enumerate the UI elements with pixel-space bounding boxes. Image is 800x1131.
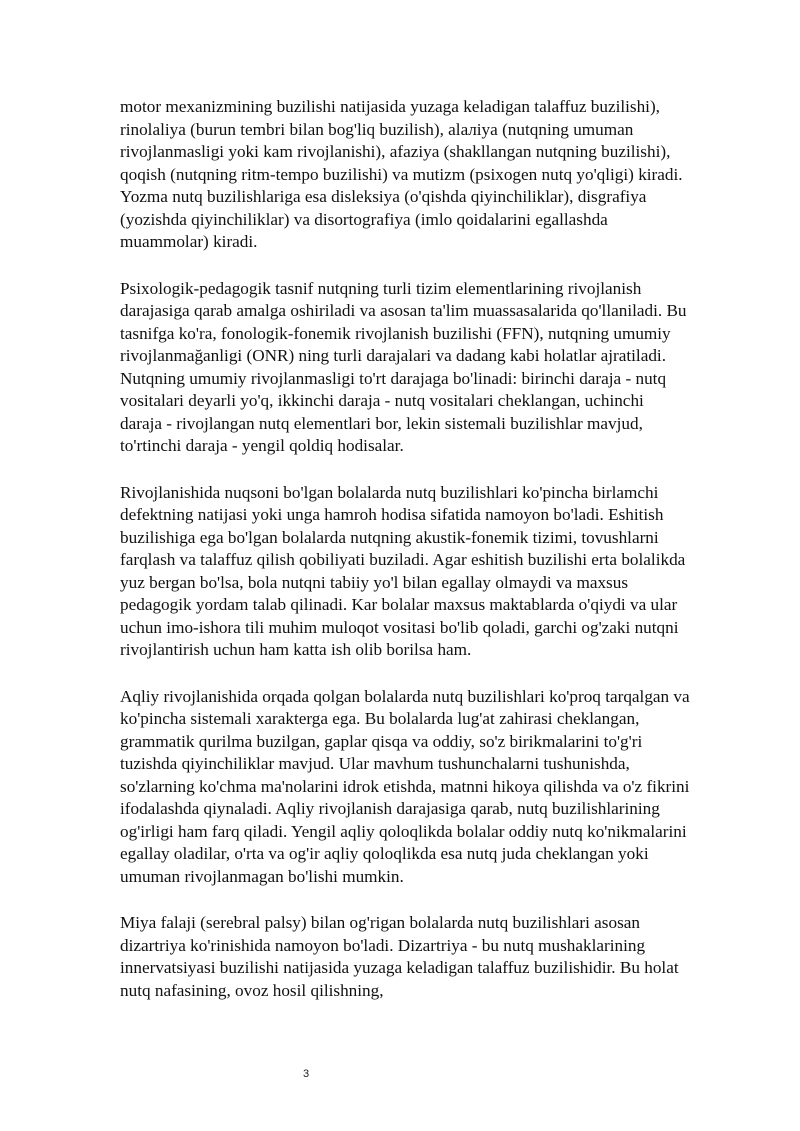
paragraph: Rivojlanishida nuqsoni bo'lgan bolalarda nutq buzilishlari ko'pincha birlamchi defektning natijasi yoki unga hamroh hodisa sifatida namoyon bo'ladi. Eshitish buzilishiga ega bo'lgan bolalarda nutqning akustik-fonemik tizimi, tovushlarni farqlash va talaffuz qilish qobiliyati buziladi. Agar eshitish buzilishi erta bolalikda yuz bergan bo'lsa, bola nutqni tabiiy yo'l bilan egallay olmaydi va maxsus pedagogik yordam talab qilinadi. Kar bolalar maxsus maktablarda o'qiydi va ular uchun imo-ishora tili muhim muloqot vositasi bo'lib qoladi, garchi og'zaki nutqni rivojlantirish uchun ham katta ish olib borilsa ham. bbox=[120, 482, 686, 659]
paragraph: Aqliy rivojlanishida orqada qolgan bolalarda nutq buzilishlari ko'proq tarqalgan va ko'pincha sistemali xarakterga ega. Bu bolalarda lug'at zahirasi cheklangan, grammatik qurilma buzilgan, gaplar qisqa va oddiy, so'z birikmalarini to'g'ri tuzishda qiyinchiliklar mavjud. Ular mavhum tushunchalarni tushunishda, so'zlarning ko'chma ma'nolarini idrok etishda, matnni hikoya qilishda va o'z fikrini ifodalashda qiynaladi. Aqliy rivojlanish darajasiga qarab, nutq buzilishlarining og'irligi ham farq qiladi. Yengil aqliy qoloqlikda bolalar oddiy nutq ko'nikmalarini egallay oladilar, o'rta va og'ir aqliy qoloqlikda esa nutq juda cheklangan yoki umuman rivojlanmagan bo'lishi mumkin. bbox=[120, 686, 690, 886]
paragraph: motor mexanizmining buzilishi natijasida yuzaga keladigan talaffuz buzilishi), rinolaliya (burun tembri bilan bog'liq buzilish), alaлiya (nutqning umuman rivojlanmasligi yoki kam rivojlanishi), afaziya (shakllangan nutqning buzilishi), qoqish (nutqning ritm-tempo buzilishi) va mutizm (psixogen nutq yo'qligi) kiradi. Yozma nutq buzilishlariga esa disleksiya (o'qishda qiyinchiliklar), disgrafiya (yozishda qiyinchiliklar) va disortografiya (imlo qoidalarini egallashda muammolar) kiradi. bbox=[120, 97, 683, 251]
paragraph: Psixologik-pedagogik tasnif nutqning turli tizim elementlarining rivojlanish darajasiga qarab amalga oshiriladi va asosan ta'lim muassasalarida qo'llaniladi. Bu tasnifga ko'ra, fonologik-fonemik rivojlanish buzilishi (FFN), nutqning umumiy rivojlanmağanligi (ONR) ning turli darajalari va dadang kabi holatlar ajratiladi. Nutqning umumiy rivojlanmasligi to'rt darajaga bo'linadi: birinchi daraja - nutq vositalari deyarli yo'q, ikkinchi daraja - nutq vositalari cheklangan, uchinchi daraja - rivojlangan nutq elementlari bor, lekin sistemali buzilishlar mavjud, to'rtinchi daraja - yengil qoldiq hodisalar. bbox=[120, 278, 687, 455]
body-text bbox=[120, 96, 690, 1026]
paragraph: Miya falaji (serebral palsy) bilan og'rigan bolalarda nutq buzilishlari asosan dizartriya ko'rinishida namoyon bo'ladi. Dizartriya - bu nutq mushaklarining innervatsiyasi buzilishi natijasida yuzaga keladigan talaffuz buzilishidir. Bu holat nutq nafasining, ovoz hosil qilishning, bbox=[120, 913, 679, 1000]
page-number: 3 bbox=[302, 1068, 310, 1080]
